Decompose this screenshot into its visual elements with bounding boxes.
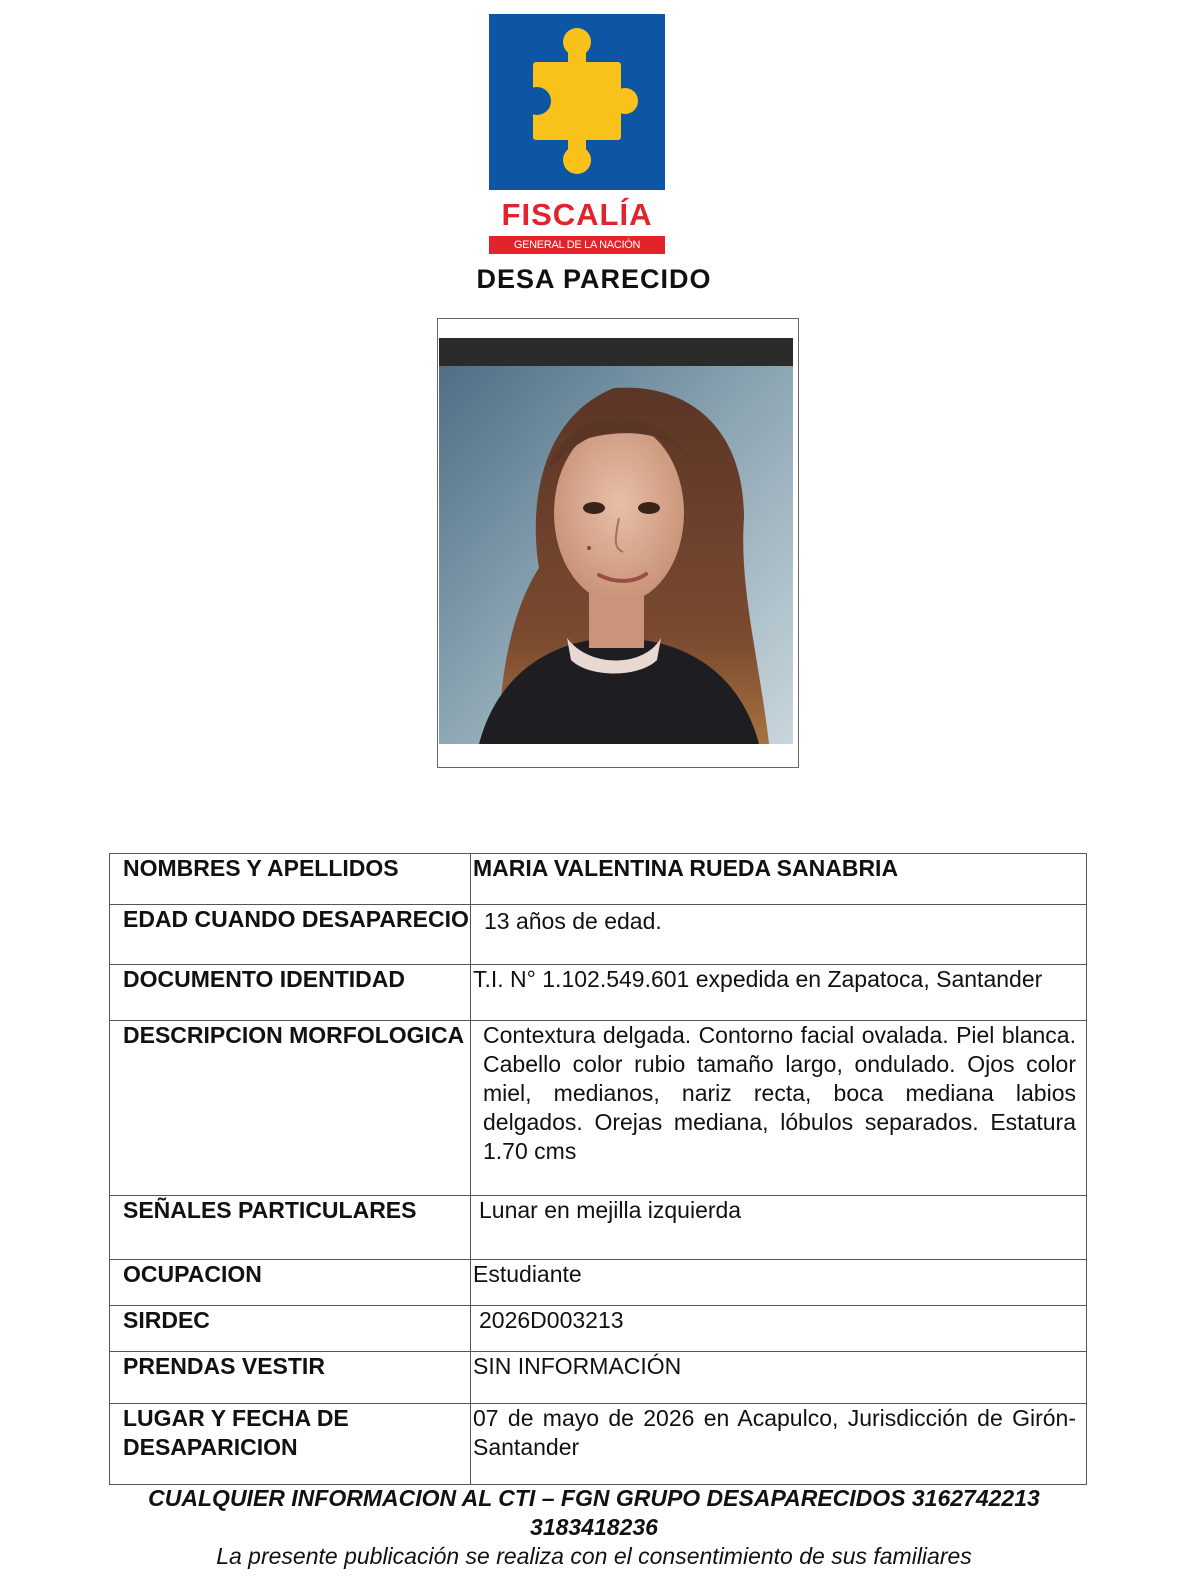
row-document (110, 965, 1087, 1021)
value-clothing: SIN INFORMACIÓN (471, 1352, 1087, 1404)
person-info-table (109, 853, 1087, 1485)
value-marks: Lunar en mejilla izquierda (471, 1196, 1087, 1260)
row-age (110, 905, 1087, 965)
value-morphology: Contextura delgada. Contorno facial ovalada. Piel blanca. Cabello color rubio tamaño largo, ondulado. Ojos color miel, medianos, nariz recta, boca mediana labios delgados. Orejas mediana, lóbulos separados. Estatura 1.70 cms (471, 1021, 1087, 1196)
row-marks (110, 1196, 1087, 1260)
value-document: T.I. N° 1.102.549.601 expedida en Zapatoca, Santander (471, 965, 1087, 1021)
row-names (110, 854, 1087, 905)
puzzle-piece-icon (489, 14, 665, 190)
label-morphology (110, 1021, 471, 1196)
value-sirdec: 2026D003213 (471, 1306, 1087, 1352)
value-names: MARIA VALENTINA RUEDA SANABRIA (471, 854, 1087, 905)
value-place-date: 07 de mayo de 2026 en Acapulco, Jurisdicción de Girón-Santander (471, 1404, 1087, 1485)
logo-wordmark: FISCALÍA (501, 197, 653, 232)
fiscalia-logo (487, 14, 667, 256)
value-age: 13 años de edad. (471, 905, 1087, 965)
label-document: DOCUMENTO IDENTIDAD (110, 965, 471, 1021)
label-age: EDAD CUANDO DESAPARECIO (110, 905, 471, 965)
label-clothing: PRENDAS VESTIR (110, 1352, 471, 1404)
value-occupation: Estudiante (471, 1260, 1087, 1306)
contact-info: CUALQUIER INFORMACION AL CTI – FGN GRUPO DESAPARECIDOS 3162742213 3183418236 (148, 1485, 1040, 1540)
label-occupation: OCUPACION (110, 1260, 471, 1306)
row-morphology (110, 1021, 1087, 1196)
label-morphology-text: DESCRIPCION MORFOLOGICA (123, 1022, 465, 1048)
page-title: DESA PARECIDO (476, 264, 712, 294)
portrait-illustration (439, 338, 793, 744)
consent-note: La presente publicación se realiza con el consentimiento de sus familiares (216, 1543, 972, 1569)
label-place-date: LUGAR Y FECHA DE DESAPARICION (110, 1404, 471, 1485)
label-sirdec: SIRDEC (110, 1306, 471, 1352)
label-names: NOMBRES Y APELLIDOS (110, 854, 471, 905)
row-occupation (110, 1260, 1087, 1306)
row-clothing (110, 1352, 1087, 1404)
logo-subtitle: GENERAL DE LA NACIÓN (489, 236, 665, 254)
row-sirdec (110, 1306, 1087, 1352)
missing-person-photo (437, 318, 799, 768)
row-place-date (110, 1404, 1087, 1485)
label-marks: SEÑALES PARTICULARES (110, 1196, 471, 1260)
